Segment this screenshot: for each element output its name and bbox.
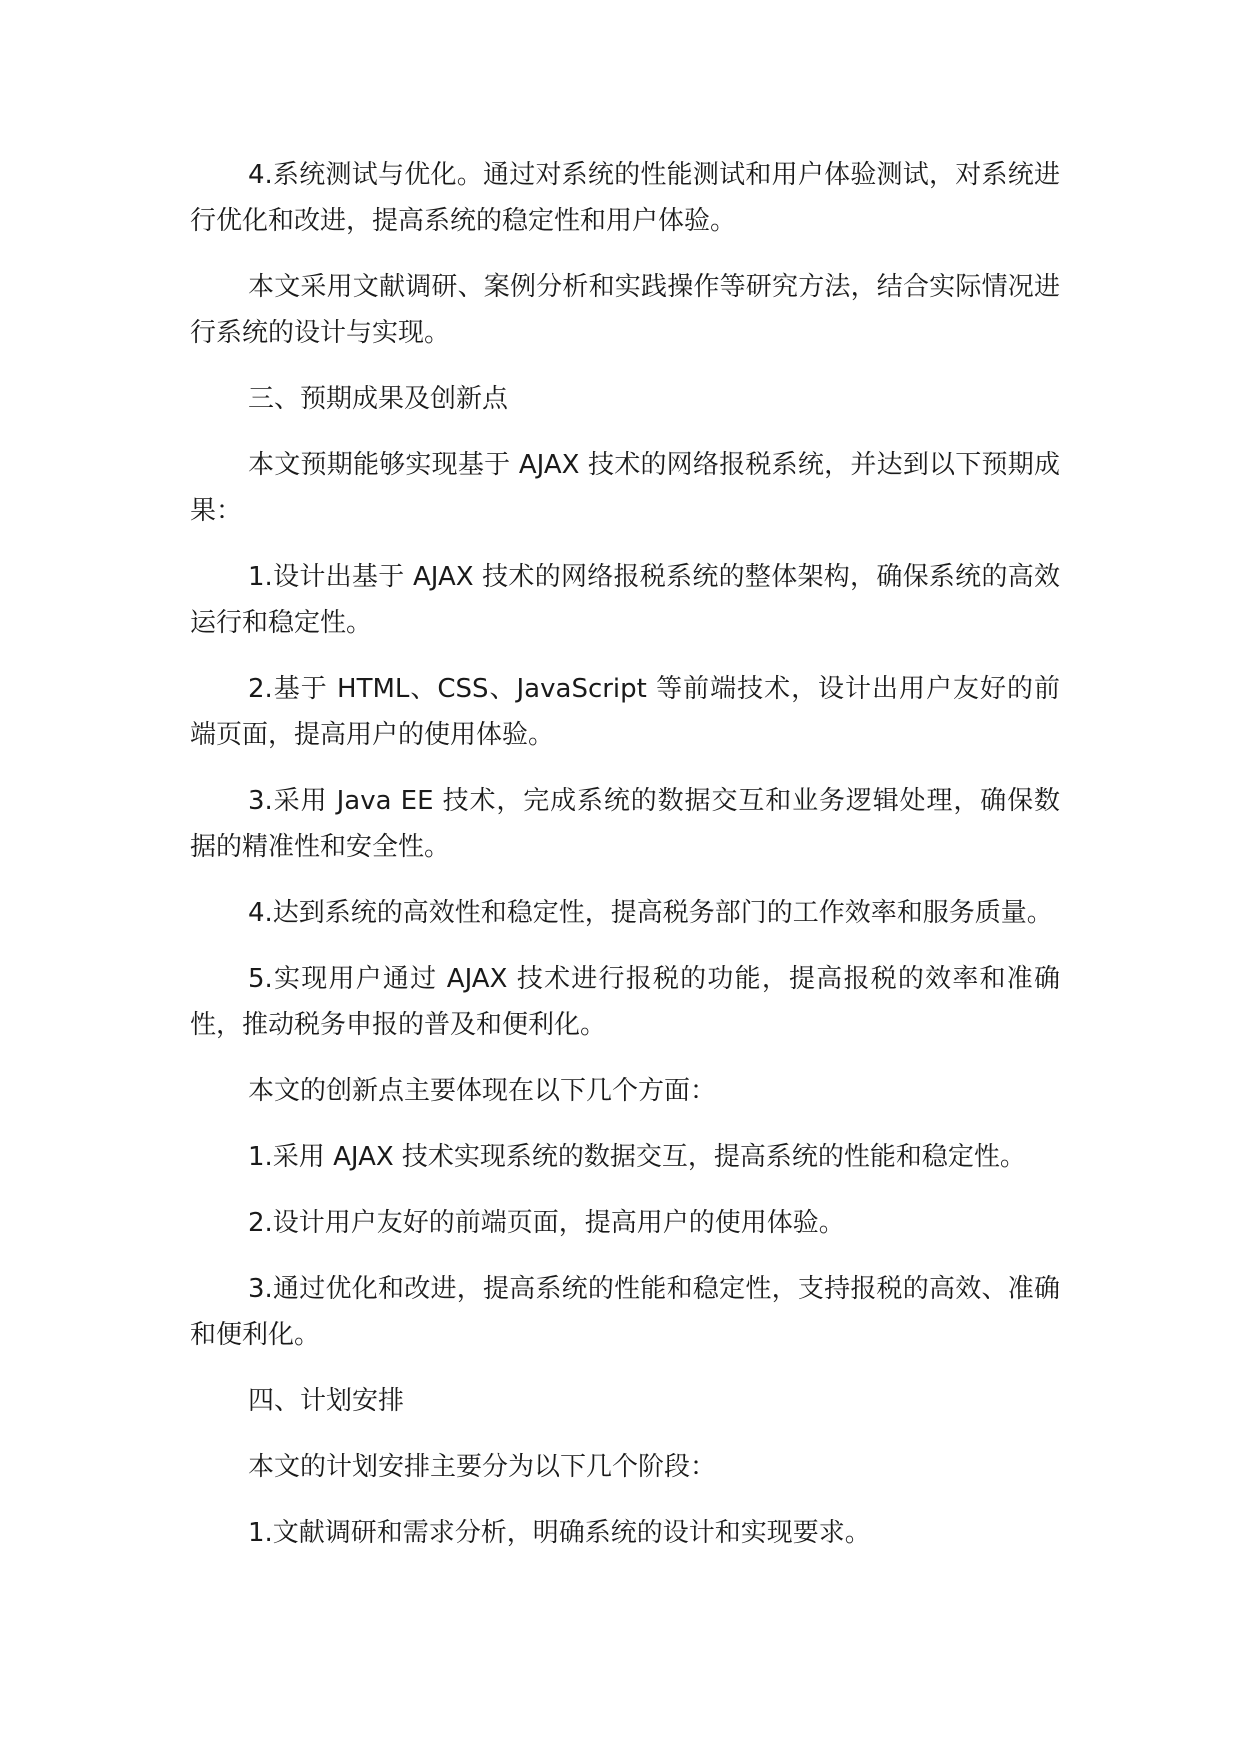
- paragraph-expected-results-intro: 本文预期能够实现基于 AJAX 技术的网络报税系统，并达到以下预期成果：: [190, 450, 1060, 526]
- paragraph-testing-optimization: 4.系统测试与优化。通过对系统的性能测试和用户体验测试，对系统进行优化和改进，提高系统的稳定性和用户体验。: [190, 160, 1060, 236]
- paragraph-research-methods: 本文采用文献调研、案例分析和实践操作等研究方法，结合实际情况进行系统的设计与实现。: [190, 272, 1060, 348]
- section-heading-expected-results: 三、预期成果及创新点: [248, 384, 509, 414]
- list-item-result-3: 3.采用 Java EE 技术，完成系统的数据交互和业务逻辑处理，确保数据的精准性和安全性。: [190, 786, 1060, 862]
- document-body: [190, 152, 1060, 1576]
- list-item-innovation-1: 1.采用 AJAX 技术实现系统的数据交互，提高系统的性能和稳定性。: [248, 1142, 1026, 1172]
- paragraph-plan-intro: 本文的计划安排主要分为以下几个阶段：: [248, 1452, 717, 1482]
- section-heading-plan: 四、计划安排: [248, 1386, 405, 1416]
- paragraph-innovation-intro: 本文的创新点主要体现在以下几个方面：: [248, 1076, 717, 1106]
- list-item-result-5: 5.实现用户通过 AJAX 技术进行报税的功能，提高报税的效率和准确性，推动税务申报的普及和便利化。: [190, 964, 1060, 1040]
- list-item-innovation-3: 3.通过优化和改进，提高系统的性能和稳定性，支持报税的高效、准确和便利化。: [190, 1274, 1060, 1350]
- list-item-result-2: 2.基于 HTML、CSS、JavaScript 等前端技术，设计出用户友好的前端页面，提高用户的使用体验。: [190, 674, 1060, 750]
- list-item-innovation-2: 2.设计用户友好的前端页面，提高用户的使用体验。: [248, 1208, 845, 1238]
- list-item-result-4: 4.达到系统的高效性和稳定性，提高税务部门的工作效率和服务质量。: [248, 898, 1053, 928]
- list-item-result-1: 1.设计出基于 AJAX 技术的网络报税系统的整体架构，确保系统的高效运行和稳定性。: [190, 562, 1060, 638]
- list-item-plan-1: 1.文献调研和需求分析，明确系统的设计和实现要求。: [248, 1518, 871, 1548]
